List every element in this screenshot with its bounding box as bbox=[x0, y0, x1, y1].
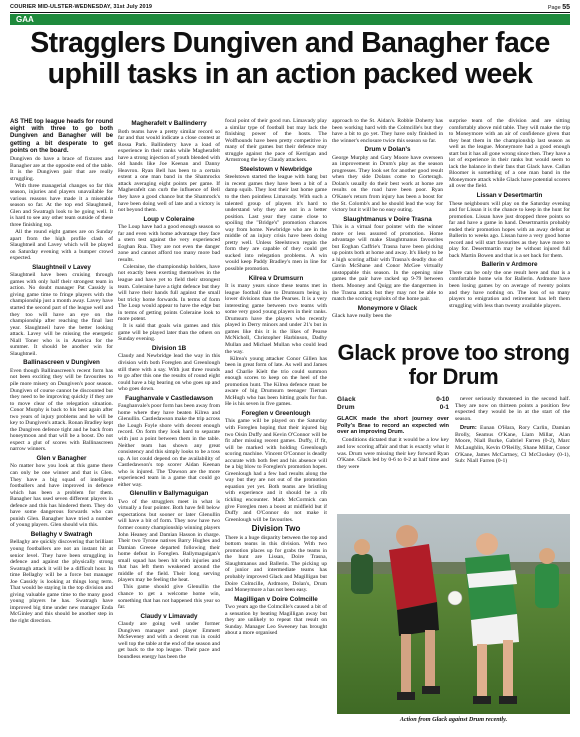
story-headline: Glack prove too strong for Drum bbox=[337, 340, 570, 389]
team-name: Drum bbox=[337, 404, 355, 411]
body-paragraph: Glack have really been the bbox=[332, 313, 392, 320]
article-column-3 bbox=[225, 118, 327, 730]
subheading: Loup v Coleraine bbox=[143, 215, 195, 223]
body-paragraph: Steelstown started the league with bang but in recent games they have been a bit of a damp squib. They lost their last home game to the then pointless Limavady. With such a talented group of players it's hard to understand why they are not in a better position. Last year they came close to spoiling the "Bridge's" promotion chances way from home. Newbridge who are in the middle of an injury crisis have been doing pretty well. Unless Steelstown regain the form they are capable of they could get sucked into relegation problems. A win would keep Paddy Bradley's men in line for possible promotion. bbox=[225, 174, 327, 272]
body-paragraph: There is a huge disparity between the top and bottom teams in this division. With two promotion places up for grabs the teams in the hunt are Lissan, Doire Trasna, Slaughtmanus and Ballerin. The picking up of junior and intermediate teams has probably improved Glack and Magilligan but Doire Colmcille, Ardmore, Dolan's, Drum and Moneymore a has not been easy. bbox=[225, 534, 327, 594]
subheading: Kilrea v Drumsurn bbox=[248, 274, 304, 282]
body-paragraph: Claudy and Newbridge lead the way in this division with both Foreglen and Greenlough still there with a say. With just three rounds to go after this one the results of round eight could have a big bearing on who goes up and who goes down. bbox=[118, 353, 220, 393]
body-paragraph: Bellaghy are quickly discovering that brilliant young footballers are not an instant hit at senior level. They have been struggling in defence and against the physically strong Swatragh attack it will be a difficult hour. In time Bellaghy will be a force but manager Joe Cassidy is looking at things long term. That would be staying in the top division and giving valuable game time to the many good young players he has. Swatragh have improved big time under new manager Enda McGinley and this should be another step in the right direction. bbox=[10, 539, 113, 625]
body-paragraph: never seriously threatened in the second half. They are now on thirteen points a position few expected they would be in at the start of the season. bbox=[455, 396, 570, 423]
subheading: Glen v Banagher bbox=[36, 454, 87, 462]
body-paragraph: Dungiven do have a brace of fixtures and Banagher are at the opposite end of the table. It is the Dungiven pair that are really struggling. bbox=[10, 156, 113, 182]
subheading: Lissan v Desertmartin bbox=[476, 192, 543, 200]
article-column-2 bbox=[118, 118, 220, 730]
subheading: Bellaghy v Swatragh bbox=[30, 530, 93, 538]
team-score: 0-1 bbox=[439, 404, 449, 411]
article-column-1 bbox=[10, 118, 113, 730]
ball bbox=[448, 591, 462, 605]
match-photo-image bbox=[337, 514, 570, 714]
score-row bbox=[337, 404, 449, 412]
intro-paragraph: AS THE top league heads for round eight with three to go both Dungiven and Banagher will be getting a bit desperate to get points on the board. bbox=[10, 118, 113, 154]
body-paragraph: Faughanvale's poor form has been away from home where they have beaten Kilrea and Glenullin. Castledawson make the trip across the Lough Foyle shore with decent enough record. On form they look hard to separate with just a point between them in the table. Neither team has shown any great consistency and this simply looks to be a toss up. A lot could depend on the availability of Castledawson's top scorer Aidan Keenan who is injured. The 'Dawson are the more experienced team in a game that could go either way. bbox=[118, 403, 220, 488]
story-lead: GLACK made the short journey over Polly's Brae to record an expected win over an improving Drum. bbox=[337, 416, 449, 436]
body-paragraph: This game will be played on the Saturday with Foreglen hoping that their injured big two Oisin Duffy and Kevin O'Connor will be fit after missing recent games. Duffy, if fit, will be marked with holding Greenlough scoring machine. Vincent O'Connor is deadly accurate with both feet and his absence will be a big blow to Foreglen's promotion hopes. Greenlough had a few bad results along the way but they are not out of the promotion equation yet yet. Both teams are bristling with experience and it should be a rib tickling encounter. Mark McCormick can give Foreglen men a boost at midfield but if Duffy and O'Connor do not make it Greenlough will be favourites. bbox=[225, 418, 327, 523]
team-list: Drum: Eunan O'Hara, Rory Carlin, Damian Brolly, Seamus O'Kane, Liam Millar, Alan Moore, Niall Burke, Gabriel Farren (0-2), Marc McLaughlin, Kevin O'Reilly, Shane Millar, Conor O'Kane, James McCartney, Cl McCloskey (0-1), Sub: Niall Farren (0-1) bbox=[455, 424, 570, 465]
subheading: Foreglen v Greenlough bbox=[241, 409, 311, 417]
body-paragraph: Even though Ballinascreen's recent form has not been exciting they will be favourites to pile more misery on Dungiven's poor season. Dungiven of course cannot be discounted but they need to be improving quickly if they are to move clear of the relegation situation. Conor Murphy is back to his best again after two years of injury problems and he will be key to Dungiven's attack. Ronan Bradley kept the Dungiven defence tight and he back from honeymoon and that will be a boost. Do not expect a glut of scores with Ballinascreen narrow winners. bbox=[10, 367, 113, 453]
subheading: Glenullin v Ballymaguigan bbox=[129, 490, 209, 498]
subheading: Moneymore v Glack bbox=[357, 304, 418, 312]
article-column-5 bbox=[449, 118, 570, 336]
page-number: Page 55 bbox=[547, 4, 570, 11]
score-row bbox=[337, 396, 449, 404]
body-paragraph: Coleraine, the championship holders, have not exactly been exerting themselves in the league and have yet to field their strongest team. Coleraine have a tight defence but they will have their hands full against the small but tricky home forwards. In terms of form The Loup would appear to have the edge but in terms of getting points Coleraine look to more potent. bbox=[118, 263, 220, 323]
team-name: Glack bbox=[337, 396, 356, 403]
body-paragraph: Conditions dictated that it would be a low key and low scoring affair and that is exactly what it was. Drum were missing their key forward Ryan O'Kane. Glack led by 0-6 to 0-2 at half time and they were bbox=[337, 437, 449, 470]
story-body bbox=[337, 416, 449, 471]
subheading: Ballerin v Ardmore bbox=[481, 261, 538, 269]
body-paragraph: Kilrea's young attacker Conor Gillen has been in great form of late. As well and James and Charlie Kielt the trio could summon enough scores to keep on the heel of the promotion hunt. The Kilrea defence must be aware of big Drumsurn teenager Tiernan McHugh who has been hitting goals for fun. He is his seven in five games. bbox=[225, 355, 327, 408]
story-left-column bbox=[337, 396, 449, 516]
body-paragraph: No matter how you look at this game there can only be one winner and that is Glen. They have a big squad of intelligent footballers and have improved in defence which has been a problem for them. Banagher has used seven different players in defence and this has hindered them. They do have some dangerous forwards who can punish Glen. Banagher have tried a number of young players. Glen should win this. bbox=[10, 463, 113, 529]
body-paragraph: George Murphy and Gary Moore have overseen an improvement in Drum's play as the season progresses. They look set for another good result when they side Dolans come to Gorteragh. Dolan's usually do their best work at home are results on the road have been poor. Ryan O'Kane's return from injury has been a boost for the St. Colomb's and he should lead the way for victory but it will be no easy outing. bbox=[332, 154, 443, 214]
body-paragraph: surprise team of the division and are sitting comfortably above mid table. They will make the trip to Moneymore with an air of confidence given that they beat them in the championship last season as well as the league. Moneymore had a good enough start but it has all gone wrong since then. They have a lot of experience in their ranks but would seem to lack the balance in their fans that Glack have. Callan Bloomer is something of a one man band in the Moneymore attack while Glack have potential scorers all over the field. bbox=[449, 118, 570, 190]
body-paragraph: Two years ago the Colmcille's caused a bit of a sensation by beating Magilligan away but they are unlikely to repeat that result on Sunday. Manager Leo Sweeney has brought about a more organised bbox=[225, 604, 327, 637]
body-paragraph: Claudy are going well under former Dungiven manager and player Emmett McSeveney and with a decent run in could well top the table at the end of the season and get back to the top league. Their pace and boundless energy has been the bbox=[118, 621, 220, 660]
player-figure bbox=[351, 539, 373, 594]
subheading: Magherafelt v Ballinderry bbox=[131, 120, 207, 127]
subheading: Claudy v Limavady bbox=[140, 612, 198, 620]
body-paragraph: Slaughtneil have been cruising through games with only half their strongest team in action. No doubt manager Pat Cassidy is giving game time to fringe players with the championship just a month away. Lavey have started the second part of the league well and they too will have an eye on the championship after reaching the final last year. Slaughtneil have the better looking attack. Lavey will be missing the energetic Niall Toner who is in America for the summer. It should be another win for Slaughtneil. bbox=[10, 272, 113, 357]
body-paragraph: This is a virtual four pointer with the winner more or less assured of promotion. Home advantage will make Slaughtmanus favourites but Eoghan Caffrie's Trasna have been picking up points both at home and away. It's likely to be a high scoring affair with Trasna's deadly duo of Gavin McShane and Conor McGee virtually unstoppable this season. In the opening nine games the pair have racked up 9-79 between them. Mooney and Quigg are the dangermen in the Trasna attack but they may not be able to match the scoring exploits of the home pair. bbox=[332, 224, 443, 303]
body-paragraph: focal point of their good run. Limavady play a similar type of football but may lack the finishing power of the hosts. The Wolfhounds have been pretty competitive in many of their games but their defence may struggle against the pace of Kerrigan and Armstrong the key Claudy attackers. bbox=[225, 118, 327, 164]
body-paragraph: This game should give Glenullin the chance to get a welcome home win, something that has not happened this year so far. bbox=[118, 584, 220, 611]
body-paragraph: There can be only the one result here and that is a comfortable home win for Ballerin. Ardmore have been losing games by on average of twenty points and they have nothing on. The loss of so many players to emigration and retirement has left them struggling with less than twenty available players. bbox=[449, 269, 570, 309]
subheading: Faughanvale v Castledawson bbox=[125, 394, 213, 402]
section-bar bbox=[10, 14, 570, 25]
subheading: Slaughtneil v Lavey bbox=[32, 263, 91, 271]
body-paragraph: approach to the St. Aidan's. Robbie Doherty has been working hard with the Colmcille's but they have a bit to go yet. They have only finished in the winner's enclosure twice this season so far. bbox=[332, 118, 443, 144]
body-paragraph: The Loup have had a good enough season so far and even with home advantage they face a stern test against the very experienced Eoghan Rua. They are not even the danger zone and cannot afford too many more bad results. bbox=[118, 224, 220, 263]
team-score: 0-10 bbox=[436, 396, 449, 403]
story-right-column bbox=[455, 396, 570, 516]
match-photo bbox=[337, 514, 570, 714]
subheading: Slaughtmanus v Doire Trasna bbox=[343, 215, 432, 223]
body-paragraph: It is many years since these teams met in league football due to Drumsurn being in lower divisions than the Pearses. It is a very interesting game between two teams with some very good young players in their ranks. Drumsurn have the players who recently played in Derry minors and under 21's but in games like this it is the likes of Pearse McNicholl, Christopher Harbinson, Dadhy Mullan and Michael Mullan who could lead the way. bbox=[225, 283, 327, 355]
body-paragraph: All the round eight games are on Sunday apart from the high profile clash of Slaughtneil and Lavey which will be played on Saturday evening with a bumper crowd expected. bbox=[10, 229, 113, 262]
scoreline bbox=[337, 396, 449, 412]
division-heading: Division Two bbox=[251, 524, 301, 534]
subheading: Magilligan v Doire Colmcille bbox=[234, 595, 318, 603]
body-paragraph: Both teams have a pretty similar record so far and that would indicate a close contest at Rossa Park. Ballinderry have a load of experience in their ranks while Magherafelt have a strong injection of youth blended with old hands like Joe Keenan and Danny Heavron. Ryan Bell has been to a certain extent a one man band in the Shamrocks attack averaging eight points per game. If Magherafelt can curb the influence of Bell they have a good chance but the Shamrock's have been doing well of late and a victory is not beyond them. bbox=[118, 128, 220, 214]
section-label: GAA bbox=[16, 15, 34, 24]
main-headline: Stragglers Dungiven and Banagher face uphill tasks in an action packed week bbox=[30, 27, 550, 90]
subheading: Ballinascreen v Dungiven bbox=[23, 359, 100, 367]
subheading: Steelstown v Newbridge bbox=[239, 165, 313, 173]
subheading: Division 1B bbox=[151, 344, 187, 352]
body-paragraph: Two of the strugglers meet in what is virtually a four pointer. Both have fell below expectations but sooner or later Glenullin will have a bit of form. They now have two former county championship winning players John Heaney and Damian Hasson in charge. Their two Tyrone natives Barry Hughes and Damian Greene departed following their home defeat in Foreglen. Ballymaguigan's small squad has been hit with injuries and that has left them weakened around the middle of the field. Their long serving players may be feeling the heat. bbox=[118, 498, 220, 584]
body-paragraph: It is said that goals win games and this game will be played later than the others on Sunday evening. bbox=[118, 323, 220, 343]
article-column-4 bbox=[332, 118, 443, 336]
top-rule bbox=[10, 12, 570, 13]
subheading: Drum v Dolan's bbox=[364, 146, 411, 154]
publication-date: COURIER MID-ULSTER-WEDNESDAY, 31st July 2019 bbox=[10, 4, 153, 10]
photo-caption: Action from Glack against Drum recently. bbox=[399, 716, 508, 723]
body-paragraph: With three managerial changes so far this season, injuries and players unavailable for various reasons have made it a miserable season so far. At the top end Slaughtneil, Glen and Swatragh look to be going well. It is hard to see any other team outside of these three finishing top. bbox=[10, 182, 113, 228]
body-paragraph: These neighbours will play on the Saturday evening and for Lissan it is the chance to keep in the hunt for promotion. Lissan have just dropped three points so far and have a game in hand. Desertmartin probably ended their promotion hopes with an away defeat at Ballerin to weeks ago. Lissan have a very good home record and will start favourites as they have more to play for. Desertmartin may be without injured full back Martin Bowen and that is a set back for them. bbox=[449, 200, 570, 259]
